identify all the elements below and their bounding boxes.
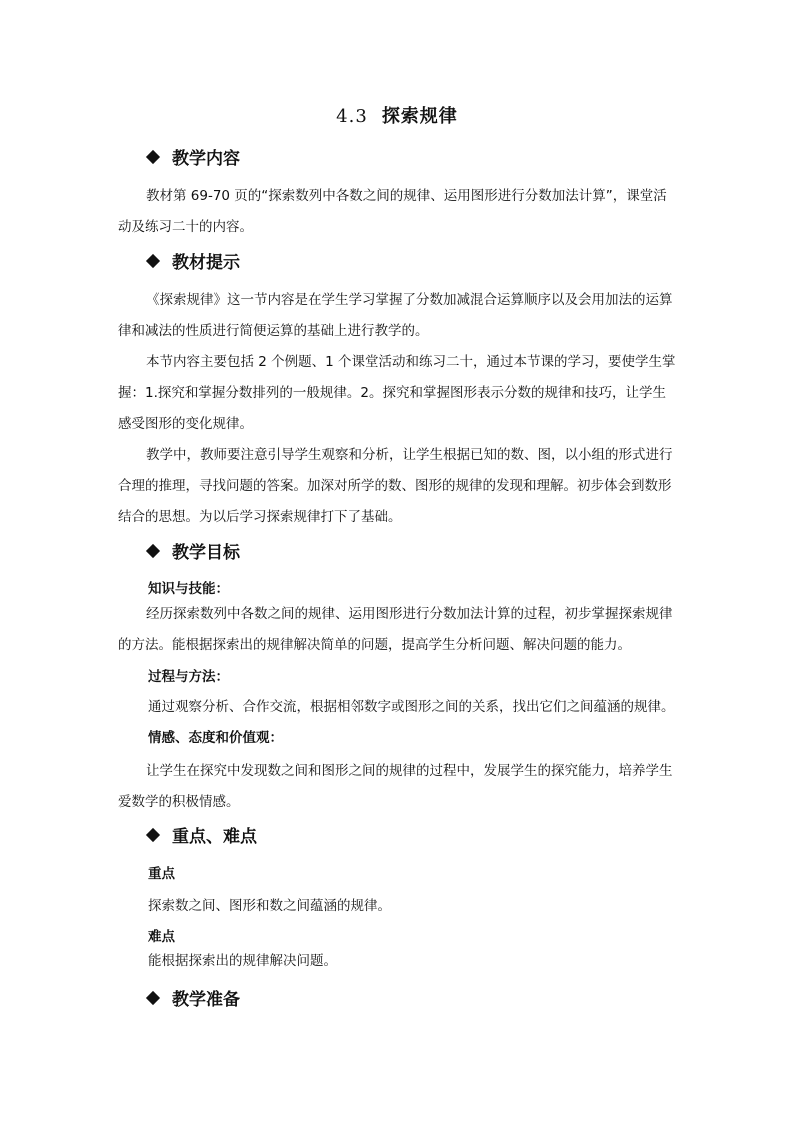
key-point-text: 探索数之间、图形和数之间蕴涵的规律。 — [148, 898, 391, 914]
section-heading-text: 教材提示 — [172, 253, 240, 273]
process-label: 过程与方法： — [148, 669, 229, 685]
section-heading-goals — [148, 540, 240, 566]
diamond-bullet-icon — [146, 828, 160, 842]
diamond-bullet-icon — [146, 991, 160, 1005]
diamond-bullet-icon — [146, 254, 160, 268]
knowledge-paragraph: 经历探索数列中各数之间的规律、运用图形进行分数加法计算的过程，初步掌握探索规律的方法。能根据探索出的规律解决简单的问题，提高学生分析问题、解决问题的能力。 — [118, 606, 673, 653]
emotion-paragraph: 让学生在探究中发现数之间和图形之间的规律的过程中，发展学生的探究能力，培养学生爱数学的积极情感。 — [118, 763, 673, 810]
emotion-label: 情感、态度和价值观： — [148, 730, 283, 746]
section-heading-hints — [148, 250, 240, 276]
difficult-point-text: 能根据探索出的规律解决问题。 — [148, 953, 337, 969]
section-heading-content — [148, 146, 240, 172]
knowledge-label: 知识与技能： — [148, 581, 229, 597]
process-text: 通过观察分析、合作交流，根据相邻数字或图形之间的关系，找出它们之间蕴涵的规律。 — [148, 699, 675, 715]
diamond-bullet-icon — [146, 150, 160, 164]
key-point-label: 重点 — [148, 866, 175, 882]
section-heading-key-points — [148, 824, 257, 850]
section-heading-text: 教学准备 — [172, 990, 240, 1010]
section-heading-text: 教学目标 — [172, 543, 240, 563]
content-paragraph: 教材第 69-70 页的“探索数列中各数之间的规律、运用图形进行分数加法计算”，课堂活动及练习二十的内容。 — [118, 188, 667, 235]
section-heading-text: 教学内容 — [172, 149, 240, 169]
section-heading-prep — [148, 987, 240, 1013]
difficult-point-label: 难点 — [148, 929, 175, 945]
diamond-bullet-icon — [146, 544, 160, 558]
hints-paragraph-1: 《探索规律》这一节内容是在学生学习掌握了分数加减混合运算顺序以及会用加法的运算律和减法的性质进行简便运算的基础上进行教学的。 — [118, 292, 673, 339]
hints-paragraph-3: 教学中，教师要注意引导学生观察和分析，让学生根据已知的数、图，以小组的形式进行合理的推理，寻找问题的答案。加深对所学的数、图形的规律的发现和理解。初步体会到数形结合的思想。为以后学习探索规律打下了基础。 — [118, 447, 673, 525]
page-title — [0, 104, 794, 130]
title-text: 探索规律 — [381, 106, 458, 127]
hints-paragraph-2: 本节内容主要包括 2 个例题、1 个课堂活动和练习二十，通过本节课的学习，要使学生掌握：1.探究和掌握分数排列的一般规律。2。探究和掌握图形表示分数的规律和技巧，让学生感受图形的变化规律。 — [118, 354, 676, 432]
title-number: 4.3 — [336, 106, 368, 127]
section-heading-text: 重点、难点 — [172, 827, 257, 847]
